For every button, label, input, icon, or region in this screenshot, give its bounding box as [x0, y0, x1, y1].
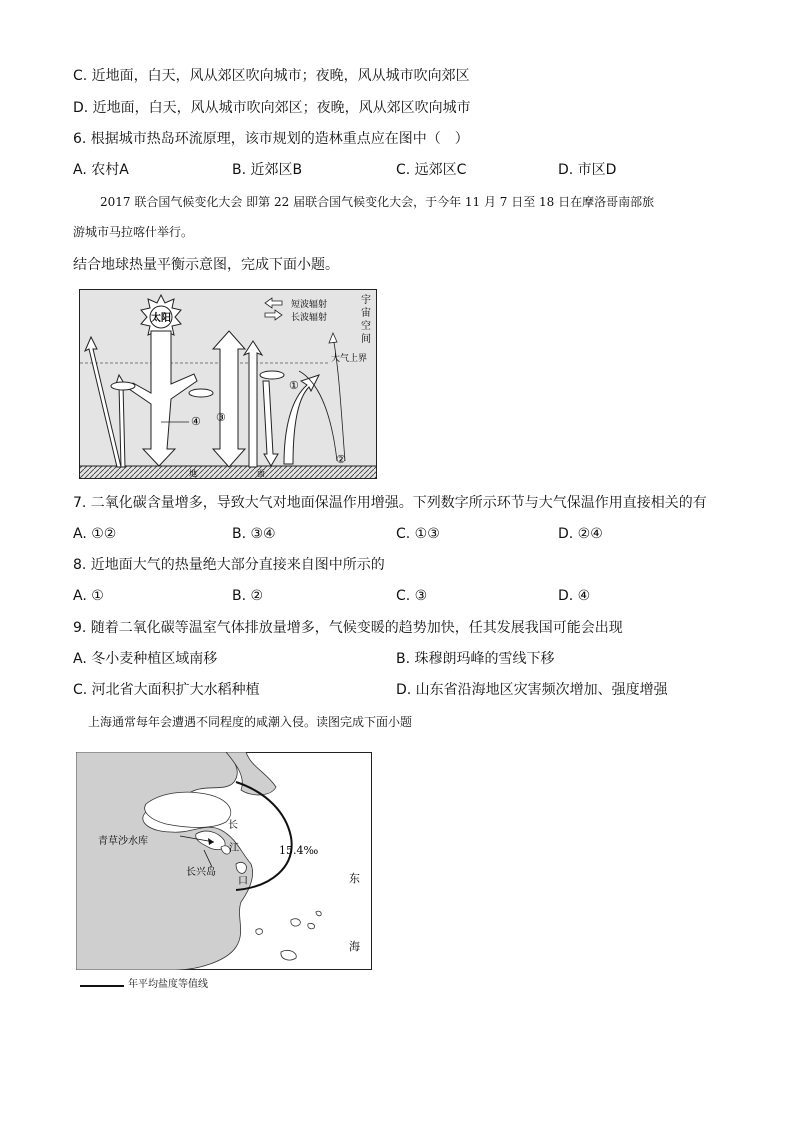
space-label-4: 间 [361, 334, 371, 345]
map-legend-label: 年平均盐度等值线 [128, 979, 208, 990]
map-reservoir-label: 青草沙水库 [98, 836, 148, 847]
estuary-map [76, 752, 372, 970]
q5-option-c: C. 近地面，白天，风从郊区吹向城市；夜晚，风从城市吹向郊区 [73, 68, 470, 84]
map-legend-line [80, 985, 124, 987]
passage2: 上海通常每年会遭遇不同程度的咸潮入侵。读图完成下面小题 [88, 715, 413, 729]
map-hai-label: 海 [349, 940, 360, 953]
q9-option-a: A. 冬小麦种植区域南移 [73, 651, 218, 667]
heat-balance-diagram [79, 289, 377, 479]
q6-option-a: A. 农村A [73, 162, 129, 178]
space-label-1: 宇 [361, 295, 371, 306]
q8-option-a: A. ① [73, 588, 104, 604]
q6-option-b: B. 近郊区B [232, 162, 303, 178]
q6-stem: 6. 根据城市热岛环流原理，该市规划的造林重点应在图中（ ） [73, 131, 469, 147]
space-label-2: 宙 [361, 308, 371, 319]
q9-stem: 9. 随着二氧化碳等温室气体排放量增多，气候变暖的趋势加快，任其发展我国可能会出现 [73, 620, 623, 636]
sun-label: 太阳 [151, 313, 171, 324]
q7-option-b: B. ③④ [232, 526, 276, 542]
q9-option-d: D. 山东省沿海地区灾害频次增加、强度增强 [396, 682, 668, 698]
q8-option-c: C. ③ [396, 588, 428, 604]
map-kou-label: 口 [238, 876, 248, 887]
map-chang-label: 长 [228, 820, 238, 831]
map-island-label: 长兴岛 [186, 867, 216, 878]
q9-option-b: B. 珠穆朗玛峰的雪线下移 [396, 651, 555, 667]
legend-long-wave-label: 长波辐射 [291, 313, 328, 323]
q7-option-d: D. ②④ [558, 526, 603, 542]
q6-option-c: C. 远郊区C [396, 162, 467, 178]
ground-label-left: 地 [189, 469, 197, 478]
q6-option-d: D. 市区D [558, 162, 617, 178]
mark-2: ② [336, 453, 346, 466]
q7-option-a: A. ①② [73, 526, 117, 542]
q5-option-d: D. 近地面，白天，风从城市吹向郊区；夜晚，风从郊区吹向城市 [73, 100, 471, 116]
q7-stem: 7. 二氧化碳含量增多，导致大气对地面保温作用增强。下列数字所示环节与大气保温作用直接相关的有 [73, 495, 707, 511]
mark-3: ③ [216, 411, 226, 424]
q8-stem: 8. 近地面大气的热量绝大部分直接来自图中所示的 [73, 557, 385, 573]
mark-1: ① [289, 379, 299, 392]
legend-short-wave-label: 短波辐射 [291, 300, 328, 310]
q8-option-d: D. ④ [558, 588, 591, 604]
q9-option-c: C. 河北省大面积扩大水稻种植 [73, 682, 260, 698]
instruction1: 结合地球热量平衡示意图，完成下面小题。 [73, 257, 339, 273]
map-jiang-label: 江 [229, 843, 239, 854]
atmosphere-top-label: 大气上界 [331, 354, 368, 364]
map-salinity-label: 15.4‰ [279, 844, 319, 857]
q8-option-b: B. ② [232, 588, 264, 604]
q7-option-c: C. ①③ [396, 526, 440, 542]
passage1-line2: 游城市马拉喀什举行。 [73, 225, 194, 239]
map-dong-label: 东 [349, 872, 360, 885]
space-label-3: 空 [361, 321, 371, 332]
passage1-line1: 2017 联合国气候变化大会 即第 22 届联合国气候变化大会，于今年 11 月 7 日至 18 日在摩洛哥南部旅 [100, 195, 655, 209]
ground-label-right: 面 [257, 469, 265, 478]
mark-4: ④ [191, 415, 201, 428]
